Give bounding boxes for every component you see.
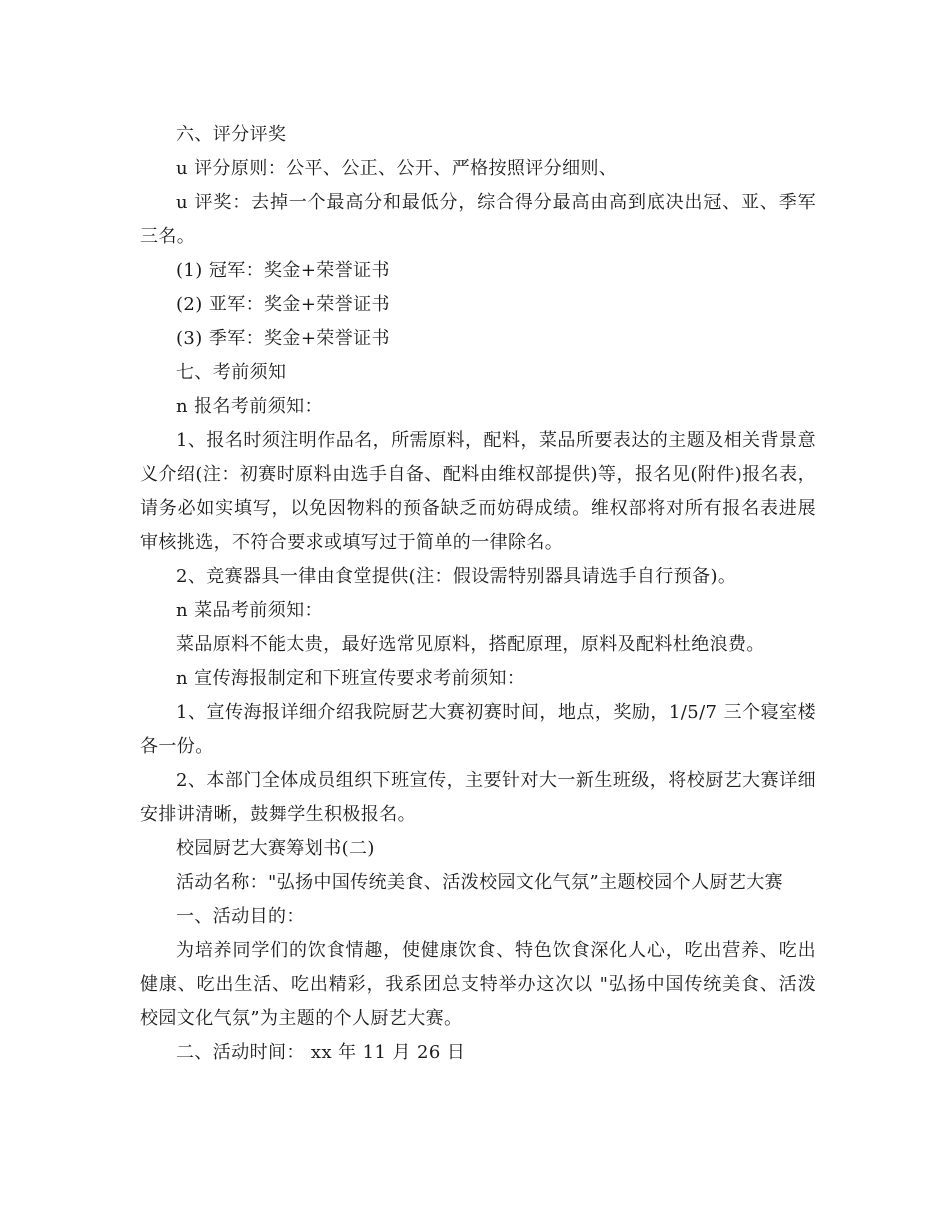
document-body xyxy=(140,118,816,1070)
purpose-text: 为培养同学们的饮食情趣，使健康饮食、特色饮食深化人心，吃出营养、吃出健康、吃出生活、吃出精彩，我系团总支特举办这次以 "弘扬中国传统美食、活泼校园文化气氛”为主题的个人厨艺大赛。 xyxy=(140,940,816,1029)
prize-third: (3) 季军：奖金+荣誉证书 xyxy=(176,328,390,349)
prize-runner-up: (2) 亚军：奖金+荣誉证书 xyxy=(176,294,390,315)
prize-champion: (1) 冠军：奖金+荣誉证书 xyxy=(176,260,390,281)
poster-note-1: 1、宣传海报详细介绍我院厨艺大赛初赛时间，地点，奖励，1/5/7 三个寝室楼各一份。 xyxy=(140,702,816,757)
activity-time: 二、活动时间： xx 年 11 月 26 日 xyxy=(176,1042,466,1063)
dish-notes-heading: n 菜品考前须知： xyxy=(176,600,323,621)
poster-note-2: 2、本部门全体成员组织下班宣传，主要针对大一新生班级，将校厨艺大赛详细安排讲清晰，鼓舞学生积极报名。 xyxy=(140,770,816,825)
registration-notes-heading: n 报名考前须知： xyxy=(176,396,323,417)
registration-note-2: 2、竞赛器具一律由食堂提供(注：假设需特别器具请选手自行预备)。 xyxy=(176,566,737,587)
section-heading-purpose: 一、活动目的： xyxy=(176,906,305,927)
plan-two-title: 校园厨艺大赛筹划书(二) xyxy=(176,838,375,859)
dish-note: 菜品原料不能太贵，最好选常见原料，搭配原理，原料及配料杜绝浪费。 xyxy=(176,634,765,655)
section-heading-notes: 七、考前须知 xyxy=(176,362,287,383)
scoring-principle: u 评分原则：公平、公正、公开、严格按照评分细则、 xyxy=(176,158,618,179)
registration-note-1: 1、报名时须注明作品名，所需原料，配料，菜品所要表达的主题及相关背景意义介绍(注：初赛时原料由选手自备、配料由维权部提供)等，报名见(附件)报名表，请务必如实填写，以免因物料的预备缺乏而妨碍成绩。维权部将对所有报名表进展审核挑选，不符合要求或填写过于简单的一律除名。 xyxy=(140,430,816,553)
poster-notes-heading: n 宣传海报制定和下班宣传要求考前须知： xyxy=(176,668,526,689)
award-rule: u 评奖：去掉一个最高分和最低分，综合得分最高由高到底决出冠、亚、季军三名。 xyxy=(140,192,816,247)
section-heading-scoring: 六、评分评奖 xyxy=(176,124,287,145)
activity-name: 活动名称："弘扬中国传统美食、活泼校园文化气氛”主题校园个人厨艺大赛 xyxy=(176,872,784,893)
